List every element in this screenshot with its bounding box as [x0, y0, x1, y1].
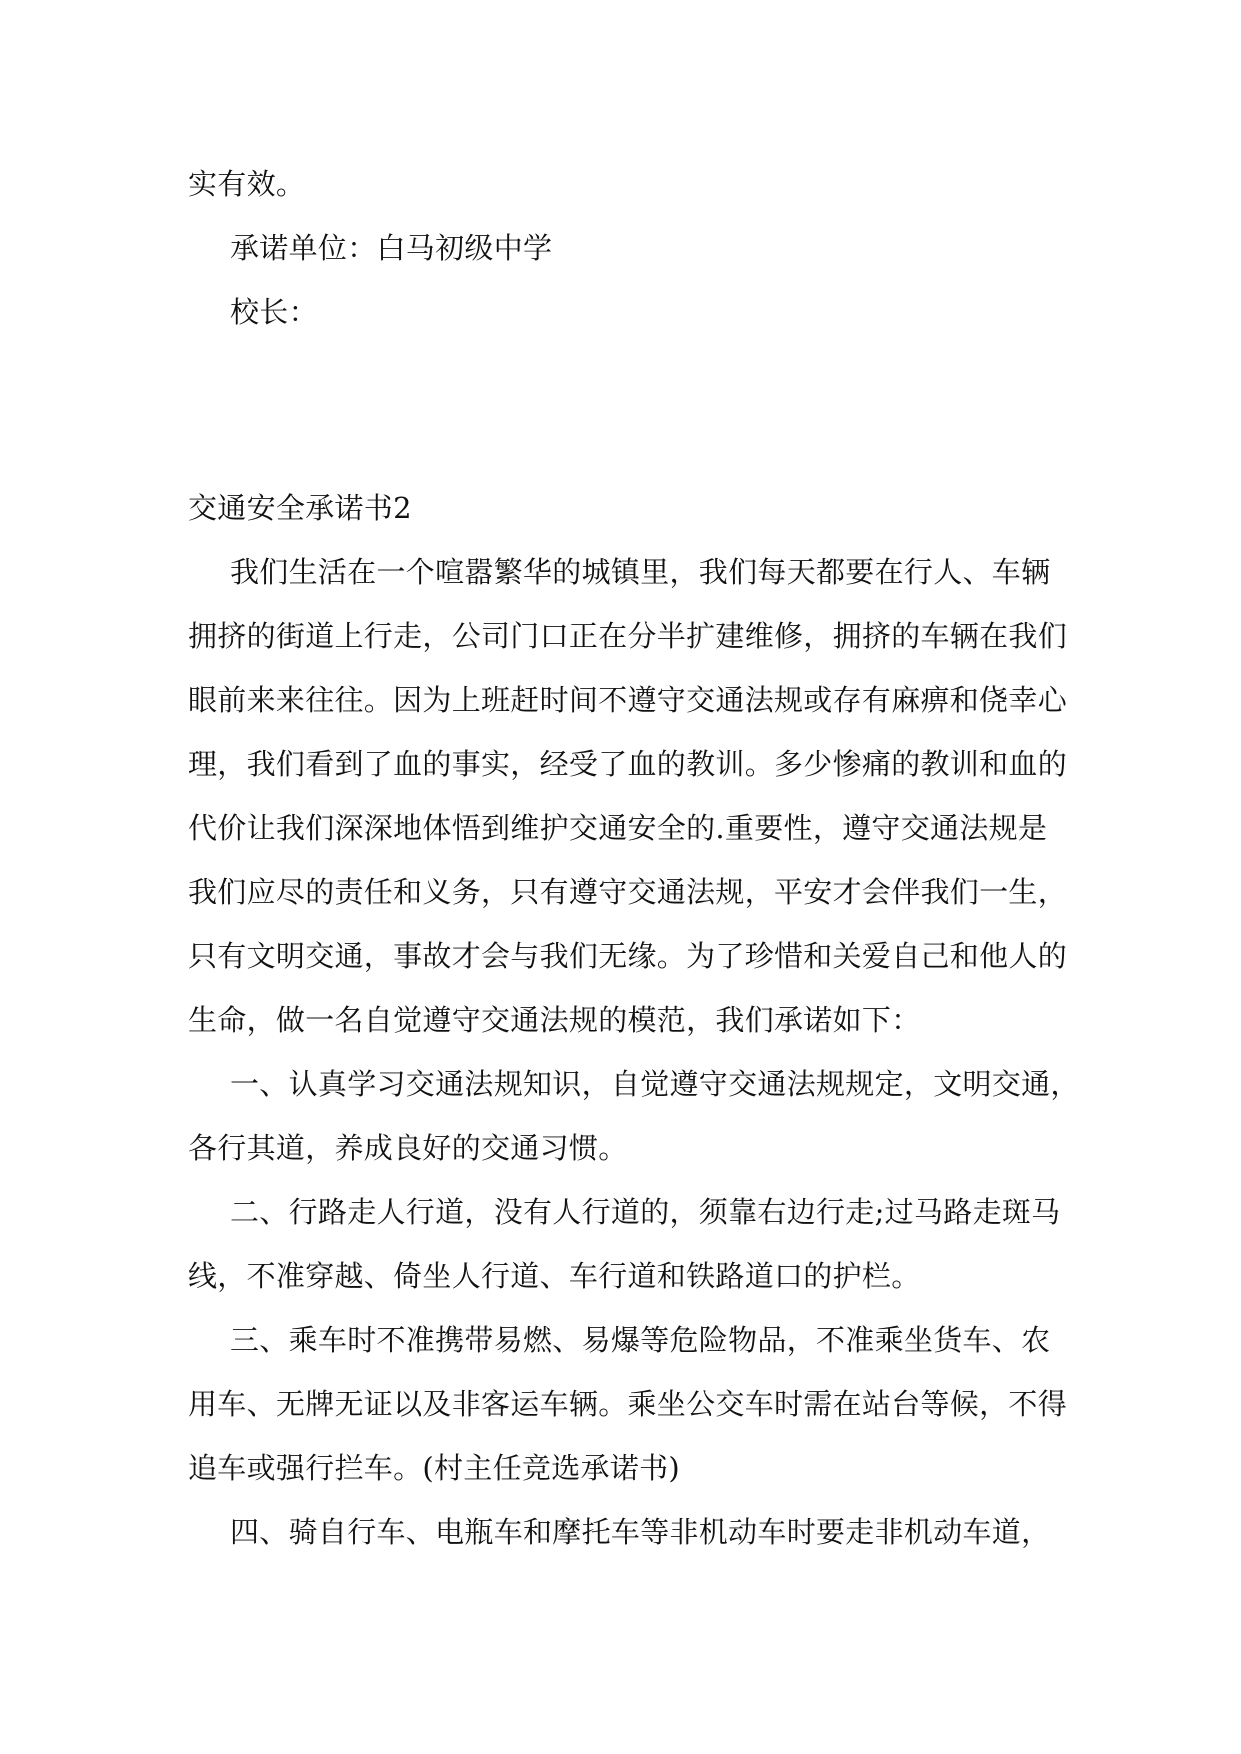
intro-line: 我们应尽的责任和义务，只有遵守交通法规，平安才会伴我们一生， — [188, 875, 1068, 909]
item-2-line: 线，不准穿越、倚坐人行道、车行道和铁路道口的护栏。 — [188, 1259, 921, 1293]
item-3-line: 追车或强行拦车。(村主任竞选承诺书) — [188, 1451, 681, 1485]
section-title: 交通安全承诺书2 — [188, 491, 412, 525]
intro-line: 只有文明交通，事故才会与我们无缘。为了珍惜和关爱自己和他人的 — [188, 939, 1068, 973]
item-3-line: 用车、无牌无证以及非客运车辆。乘坐公交车时需在站台等候，不得 — [188, 1387, 1068, 1421]
closing-line: 实有效。 — [188, 167, 306, 201]
intro-line: 理，我们看到了血的事实，经受了血的教训。多少惨痛的教训和血的 — [188, 747, 1068, 781]
item-2-line: 二、行路走人行道，没有人行道的，须靠右边行走;过马路走斑马 — [230, 1195, 1061, 1229]
intro-line: 代价让我们深深地体悟到维护交通安全的.重要性，遵守交通法规是 — [188, 811, 1048, 845]
item-1-line: 一、认真学习交通法规知识，自觉遵守交通法规规定，文明交通， — [230, 1067, 1080, 1101]
intro-line: 生命，做一名自觉遵守交通法规的模范，我们承诺如下： — [188, 1003, 921, 1037]
intro-line: 眼前来来往往。因为上班赶时间不遵守交通法规或存有麻痹和侥幸心 — [188, 683, 1068, 717]
item-1-line: 各行其道，养成良好的交通习惯。 — [188, 1131, 628, 1165]
item-4-line: 四、骑自行车、电瓶车和摩托车等非机动车时要走非机动车道， — [230, 1515, 1051, 1549]
intro-line: 拥挤的街道上行走，公司门口正在分半扩建维修，拥挤的车辆在我们 — [188, 619, 1068, 653]
intro-line: 我们生活在一个喧嚣繁华的城镇里，我们每天都要在行人、车辆 — [230, 555, 1051, 589]
signer-unit: 承诺单位：白马初级中学 — [230, 231, 553, 265]
signer-principal: 校长： — [230, 295, 318, 329]
item-3-line: 三、乘车时不准携带易燃、易爆等危险物品，不准乘坐货车、农 — [230, 1323, 1051, 1357]
